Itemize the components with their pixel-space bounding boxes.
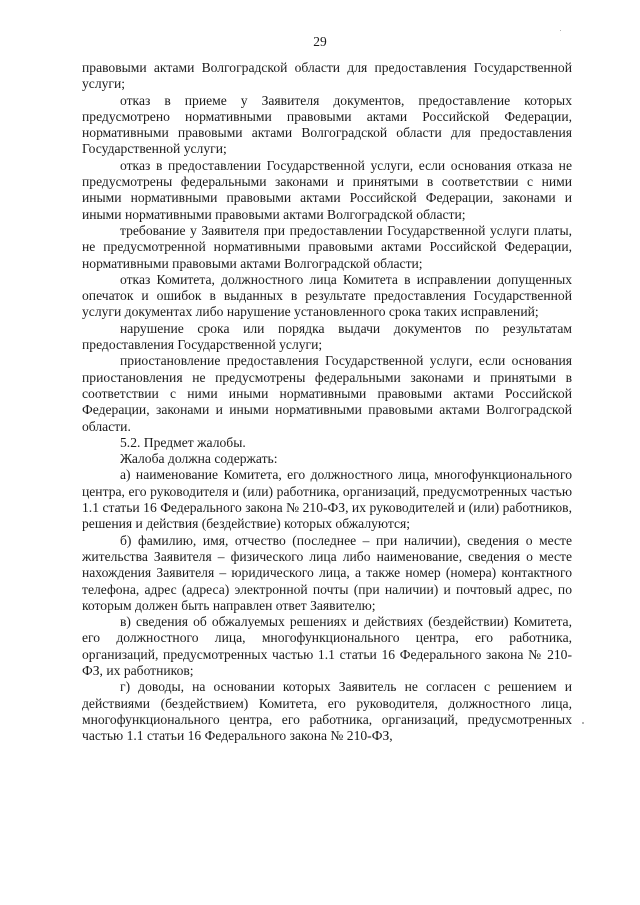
list-item: а) наименование Комитета, его должностного лица, многофункционального центра, его руководителя и (или) работника, организаций, предусмотренных частью 1.1 статьи 16 Федерального закона № 210-ФЗ, их руководителей и (или) работников, решения и действия (бездействие) которых обжалуются; [82, 467, 572, 532]
scan-speck [560, 30, 561, 31]
scan-speck [582, 722, 584, 724]
page-number: 29 [313, 34, 327, 49]
paragraph: нарушение срока или порядка выдачи документов по результатам предоставления Государственной услуги; [82, 320, 572, 353]
paragraph: правовыми актами Волгоградской области для предоставления Государственной услуги; [82, 60, 572, 92]
paragraph: требование у Заявителя при предоставлении Государственной услуги платы, не предусмотренной нормативными правовыми актами Российской Федерации, нормативными правовыми актами Волгоградской области; [82, 222, 572, 271]
list-item: б) фамилию, имя, отчество (последнее – при наличии), сведения о месте жительства Заявителя – физического лица либо наименование, сведения о месте нахождения Заявителя – юридического лица, а также номер (номера) контактного телефона, адрес (адреса) электронной почты (при наличии) и почтовый адрес, по которым должен быть направлен ответ Заявителю; [82, 532, 572, 613]
list-item: г) доводы, на основании которых Заявитель не согласен с решением и действиями (бездействием) Комитета, его руководителя, должностного лица, многофункционального центра, его работника, организаций, предусмотренных частью 1.1 статьи 16 Федерального закона № 210-ФЗ, [82, 679, 572, 744]
paragraph: Жалоба должна содержать: [120, 451, 278, 467]
paragraph: отказ в приеме у Заявителя документов, предоставление которых предусмотрено нормативными правовыми актами Российской Федерации, нормативными правовыми актами Волгоградской области для предоставления Государственной услуги; [82, 92, 572, 157]
paragraph: отказ в предоставлении Государственной услуги, если основания отказа не предусмотрены федеральными законами и принятыми в соответствии с ними иными нормативными правовыми актами Российской Федерации, законами и иными нормативными правовыми актами Волгоградской области; [82, 157, 572, 222]
list-item: в) сведения об обжалуемых решениях и действиях (бездействии) Комитета, его должностного лица, многофункционального центра, его работника, организаций, предусмотренных частью 1.1 статьи 16 Федерального закона № 210-ФЗ, их работников; [82, 614, 572, 678]
section-heading: 5.2. Предмет жалобы. [120, 434, 246, 450]
document-body [82, 60, 572, 744]
paragraph: отказ Комитета, должностного лица Комитета в исправлении допущенных опечаток и ошибок в выданных в результате предоставления Государственной услуги документах либо нарушение установленного срока таких исправлений; [82, 271, 572, 320]
paragraph: приостановление предоставления Государственной услуги, если основания приостановления не предусмотрены федеральными законами и принятыми в соответствии с ними иными нормативными правовыми актами Российской Федерации, законами и иными нормативными правовыми актами Волгоградской области. [82, 353, 572, 434]
